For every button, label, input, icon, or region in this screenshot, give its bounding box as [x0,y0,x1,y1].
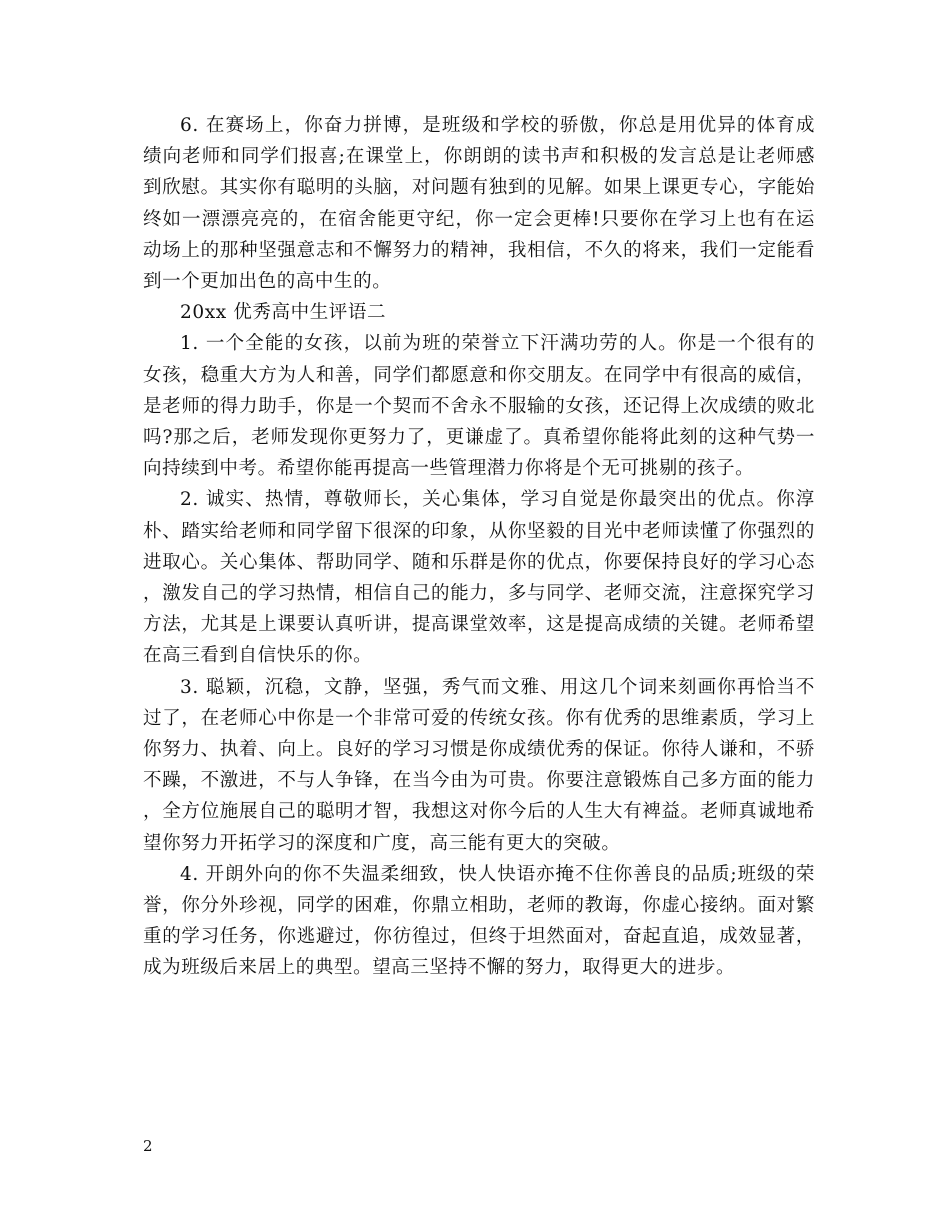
page-number: 2 [143,1137,153,1155]
comment-paragraph-6: 6. 在赛场上，你奋力拼博，是班级和学校的骄傲，你总是用优异的体育成绩向老师和同学们报喜;在课堂上，你朗朗的读书声和积极的发言总是让老师感到欣慰。其实你有聪明的头脑，对问题有独到的见解。如果上课更专心，字能始终如一漂漂亮亮的，在宿舍能更守纪，你一定会更棒!只要你在学习上也有在运动场上的那种坚强意志和不懈努力的精神，我相信，不久的将来，我们一定能看到一个更加出色的高中生的。 [143,115,815,293]
comment-paragraph-4: 4. 开朗外向的你不失温柔细致，快人快语亦掩不住你善良的品质;班级的荣誉，你分外珍视，同学的困难，你鼎立相助，老师的教诲，你虚心接纳。面对繁重的学习任务，你逃避过，你彷徨过，但终于坦然面对，奋起直追，成效显著，成为班级后来居上的典型。望高三坚持不懈的努力，取得更大的进步。 [143,863,815,979]
comment-paragraph-2: 2. 诚实、热情，尊敬师长，关心集体，学习自觉是你最突出的优点。你淳朴、踏实给老师和同学留下很深的印象，从你坚毅的目光中老师读懂了你强烈的进取心。关心集体、帮助同学、随和乐群是你的优点，你要保持良好的学习心态，激发自己的学习热情，相信自己的能力，多与同学、老师交流，注意探究学习方法，尤其是上课要认真听讲，提高课堂效率，这是提高成绩的关键。老师希望在高三看到自信快乐的你。 [143,489,815,667]
comment-paragraph-1: 1. 一个全能的女孩，以前为班的荣誉立下汗满功劳的人。你是一个很有的女孩，稳重大方为人和善，同学们都愿意和你交朋友。在同学中有很高的威信，是老师的得力助手，你是一个契而不舍永不服输的女孩，还记得上次成绩的败北吗?那之后，老师发现你更努力了，更谦虚了。真希望你能将此刻的这种气势一向持续到中考。希望你能再提高一些管理潜力你将是个无可挑剔的孩子。 [143,333,815,480]
document-body [143,110,815,984]
section-heading: 20xx 优秀高中生评语二 [180,302,387,324]
comment-paragraph-3: 3. 聪颖，沉稳，文静，坚强，秀气而文雅、用这几个词来刻画你再恰当不过了，在老师心中你是一个非常可爱的传统女孩。你有优秀的思维素质，学习上你努力、执着、向上。良好的学习习惯是你成绩优秀的保证。你待人谦和，不骄不躁，不激进，不与人争锋，在当今由为可贵。你要注意锻炼自己多方面的能力，全方位施展自己的聪明才智，我想这对你今后的人生大有裨益。老师真诚地希望你努力开拓学习的深度和广度，高三能有更大的突破。 [143,676,815,854]
